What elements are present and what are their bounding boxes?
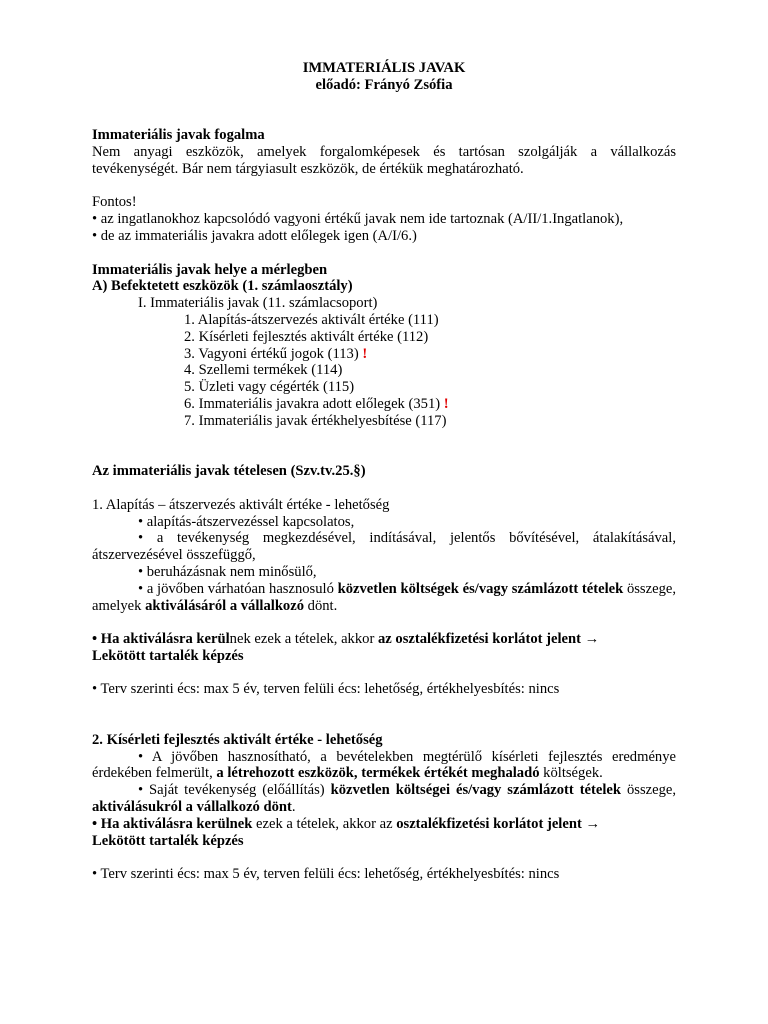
important-label: Fontos! — [92, 194, 137, 211]
bold-run: • Ha aktiválásra kerül — [92, 631, 230, 648]
bold-run: a létrehozott eszközök, termékek értékét meghaladó — [216, 765, 540, 782]
text-run: ezek a tételek, akkor az — [252, 815, 397, 832]
document-subtitle: előadó: Frányó Zsófia — [315, 76, 453, 93]
list-item — [92, 362, 676, 379]
section1-activation — [92, 631, 676, 648]
section2-reserve: Lekötött tartalék képzés — [92, 832, 244, 849]
bold-run: közvetlen költségei és/vagy számlázott tételek — [330, 782, 622, 799]
bold-run: közvetlen költségek és/vagy számlázott tételek — [337, 580, 624, 597]
list-item-text: 2. Kísérleti fejlesztés aktivált értéke (112) — [184, 328, 429, 345]
list-item-text: 7. Immateriális javak értékhelyesbítése (117) — [184, 412, 447, 429]
list-item — [92, 413, 676, 430]
definition-heading: Immateriális javak fogalma — [92, 127, 265, 144]
section2-bullet-1 — [92, 749, 676, 783]
list-item — [92, 346, 676, 363]
exclamation-mark: ! — [362, 345, 368, 362]
text-run: költségek. — [539, 765, 603, 782]
list-item — [92, 379, 676, 396]
bold-run: aktiválásáról a vállalkozó — [145, 597, 305, 614]
bold-run: aktiválásukról a vállalkozó dönt — [92, 799, 292, 816]
important-item-1: • az ingatlanokhoz kapcsolódó vagyoni értékű javak nem ide tartoznak (A/II/1.Ingatlanok), — [92, 211, 624, 228]
section2-activation — [92, 816, 676, 833]
list-item — [92, 329, 676, 346]
text-run: • A jövőben hasznosítható, a bevételekben megtérülő kísérleti fejlesztés eredménye érdekében felmerült, — [92, 748, 676, 782]
document-title: IMMATERIÁLIS JAVAK — [302, 60, 466, 76]
important-item-2: • de az immateriális javakra adott előlegek igen (A/I/6.) — [92, 227, 417, 244]
section1-depreciation: • Terv szerinti écs: max 5 év, terven felüli écs: lehetőség, értékhelyesbítés: nincs — [92, 681, 560, 698]
section1-reserve: Lekötött tartalék képzés — [92, 647, 244, 664]
bold-run: osztalékfizetési korlátot jelent → — [396, 815, 601, 832]
list-item-text: 1. Alapítás-átszervezés aktivált értéke (111) — [184, 311, 439, 328]
text-run: összege, — [621, 782, 677, 799]
balance-heading: Immateriális javak helye a mérlegben — [92, 261, 328, 278]
list-item-text: 6. Immateriális javakra adott előlegek (351) — [184, 395, 444, 412]
section1-title: 1. Alapítás – átszervezés aktivált értéke - lehetőség — [92, 496, 390, 513]
list-item — [92, 396, 676, 413]
section1-bullet-2: • a tevékenység megkezdésével, indításával, jelentős bővítésével, átalakításával, átszervezésével összefüggő, — [92, 530, 676, 564]
balance-group: A) Befektetett eszközök (1. számlaosztály) — [92, 278, 353, 295]
definition-text: Nem anyagi eszközök, amelyek forgalomképesek és tartósan szolgálják a vállalkozás tevékenységét. Bár nem tárgyiasult eszközök, de értékük meghatározható. — [92, 143, 676, 177]
items-heading: Az immateriális javak tételesen (Szv.tv.25.§) — [92, 463, 366, 480]
text-run: • Saját tevékenység (előállítás) — [138, 782, 331, 799]
exclamation-mark: ! — [443, 395, 449, 412]
section1-bullet-3: • beruházásnak nem minősülő, — [138, 563, 317, 580]
list-item-text: 4. Szellemi termékek (114) — [184, 362, 343, 379]
list-item-text: 3. Vagyoni értékű jogok (113) — [184, 345, 363, 362]
section1-bullet-1: • alapítás-átszervezéssel kapcsolatos, — [138, 513, 355, 530]
section2-depreciation: • Terv szerinti écs: max 5 év, terven felüli écs: lehetőség, értékhelyesbítés: nincs — [92, 866, 560, 883]
section2-title: 2. Kísérleti fejlesztés aktivált értéke - lehetőség — [92, 731, 383, 748]
balance-subgroup: I. Immateriális javak (11. számlacsoport) — [138, 295, 378, 312]
bold-run: • Ha aktiválásra kerülnek — [92, 815, 253, 832]
balance-item-list — [92, 312, 676, 430]
bold-run: az osztalékfizetési korlátot jelent → — [377, 631, 600, 648]
section1-bullet-4 — [92, 581, 676, 615]
section2-bullet-2 — [92, 782, 676, 816]
text-run: • a jövőben várhatóan hasznosuló — [138, 580, 338, 597]
list-item-text: 5. Üzleti vagy cégérték (115) — [184, 379, 355, 396]
text-run: dönt. — [304, 597, 338, 614]
text-run: nek ezek a tételek, akkor — [229, 631, 378, 648]
text-run: . — [291, 799, 296, 816]
text-run: összege, amelyek — [92, 580, 676, 614]
list-item — [92, 312, 676, 329]
document-page — [92, 60, 676, 883]
